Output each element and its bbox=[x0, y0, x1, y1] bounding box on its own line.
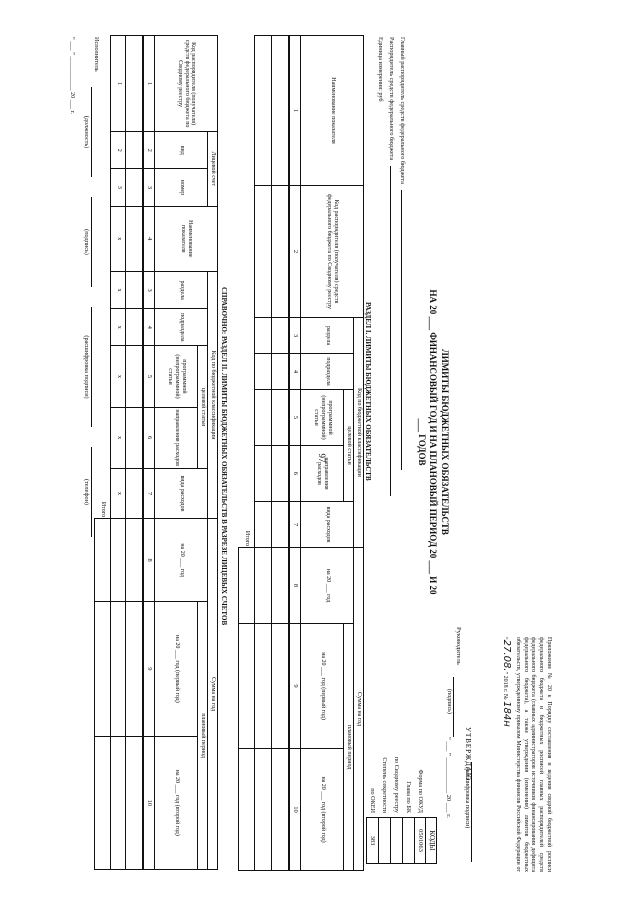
label-okud: Форма по ОКУД bbox=[417, 769, 424, 813]
code-secrecy bbox=[378, 818, 390, 863]
label-registry: по Сводному реестру bbox=[393, 756, 400, 813]
approve-date: “ ___ ” ___________ 20 ___ г. bbox=[445, 737, 452, 818]
s2-colnum: 8 bbox=[143, 519, 155, 602]
label-okei: по ОКЕИ bbox=[369, 788, 376, 813]
s1-h-direction: направления расходов bbox=[301, 446, 344, 502]
appendix-note bbox=[500, 637, 552, 872]
decoding-caption: (расшифровка подписи) bbox=[464, 767, 470, 829]
total-row bbox=[94, 36, 111, 870]
table-row: 1 2 3 х х х х х х bbox=[111, 36, 126, 870]
handwritten-number: 184н bbox=[501, 701, 513, 727]
head-label: Руководитель bbox=[455, 627, 462, 665]
label-bk: Глава по БК bbox=[405, 781, 412, 813]
s1-colnum: 1 bbox=[289, 36, 301, 186]
s1-colnum: 6 bbox=[289, 446, 301, 502]
s2-colnum: 10 bbox=[143, 736, 155, 869]
s1-colnum: 7 bbox=[289, 502, 301, 548]
appendix-text: Приложение № 20 к Порядку составления и ведения сводной бюджетной росписи федерального бюджета и бюджетных росписей главных распорядителей средств федерального бюджета (главных администраторов источников финансирования дефицита федерального бюджета), а также утверждения (изменения) лимитов бюджетных обязательств, утвержденному приказом Министерства финансов Российской Федерации от “ bbox=[502, 637, 552, 872]
unit-label: Единица измерения: руб bbox=[377, 37, 384, 102]
title-line-2: НА 20 ___ ФИНАНСОВЫЙ ГОД И НА ПЛАНОВЫЙ ПЕРИОД 20 ___ И 20 ___ ГОДОВ bbox=[416, 289, 439, 595]
s1-h-program: программной (непрограммной) статьи bbox=[301, 390, 344, 446]
section1-title: РАЗДЕЛ I. ЛИМИТЫ БЮДЖЕТНЫХ ОБЯЗАТЕЛЬСТВ bbox=[364, 302, 372, 481]
s1-h-planning: плановый период bbox=[344, 624, 354, 871]
s1-h-budget-class: Код по бюджетной классификации bbox=[354, 318, 364, 548]
s2-h-recipient: Код распорядителя (получателя) средств федерального бюджета по Сводному реестру bbox=[155, 36, 218, 132]
phone-caption: (телефон) bbox=[83, 447, 92, 537]
s2-h-number: номер bbox=[155, 169, 208, 206]
s2-colnum: 4 bbox=[143, 206, 155, 272]
s2-h-expense-type: вида расходов bbox=[155, 468, 208, 518]
handwritten-date: 27.08. bbox=[501, 639, 513, 672]
s1-h-recipient: Код распорядителя (получателя) средств федерального бюджета по Сводному реестру bbox=[301, 186, 364, 318]
approve-title: УТВЕРЖДАЮ bbox=[464, 727, 472, 782]
s2-h-direction: направления расходов bbox=[155, 407, 198, 468]
s2-h-program: программной (непрограммной) статьи bbox=[155, 346, 198, 407]
s2-h-target: целевой статьи bbox=[198, 346, 208, 468]
s1-colnum: 8 bbox=[289, 548, 301, 624]
s1-h-target: целевой статьи bbox=[344, 390, 354, 502]
s1-colnum: 5 bbox=[289, 390, 301, 446]
s1-colnum: 3 bbox=[289, 318, 301, 354]
section2-table bbox=[94, 35, 218, 870]
executor-label: Исполнитель bbox=[93, 37, 100, 72]
codes-header: КОДЫ bbox=[425, 817, 437, 864]
s2-h-year-current: на 20 ___ год bbox=[155, 519, 208, 602]
signature-caption: (подпись) bbox=[446, 689, 452, 714]
s2-colnum: 3 bbox=[143, 272, 155, 309]
s2-h-amount: Сумма на год bbox=[208, 519, 218, 870]
label-secrecy: Степень секретности bbox=[381, 757, 388, 813]
decoding-line bbox=[471, 762, 480, 862]
s2-h-year-second: на 20 ___ год (второй год) bbox=[155, 736, 198, 869]
s1-h-subsection: подраздела bbox=[301, 354, 354, 390]
table-row bbox=[272, 36, 290, 871]
rotated-form bbox=[60, 27, 580, 877]
signature-line bbox=[453, 677, 462, 737]
s1-h-indicator: Наименование показателя bbox=[301, 36, 364, 186]
s1-h-expense-type: вида расходов bbox=[301, 502, 354, 548]
codes-values bbox=[366, 817, 426, 864]
s2-h-account: Лицевой счет bbox=[208, 132, 218, 206]
s1-h-year-second: на 20 ___ год (второй год) bbox=[301, 749, 344, 871]
main-manager-label: Главный распорядитель средств федерального бюджета bbox=[397, 37, 408, 597]
s2-h-budget-class: Код по бюджетной классификации bbox=[208, 272, 218, 519]
s1-colnum: 10 bbox=[289, 749, 301, 871]
decoding-caption: (расшифровка подписи) bbox=[83, 307, 92, 427]
s1-colnum: 4 bbox=[289, 354, 301, 390]
s1-h-amount: Сумма на год bbox=[354, 548, 364, 871]
s2-colnum: 4 bbox=[143, 309, 155, 346]
s2-h-year-first: на 20 ___ год (первый год) bbox=[155, 602, 198, 736]
s2-colnum: 5 bbox=[143, 346, 155, 407]
signature-caption: (подпись) bbox=[83, 197, 92, 287]
code-okei: 383 bbox=[366, 818, 378, 863]
s2-h-subsection: подраздела bbox=[155, 309, 208, 346]
table-row bbox=[255, 36, 272, 871]
s2-colnum: 2 bbox=[143, 132, 155, 169]
code-okud: 0501063 bbox=[414, 818, 426, 863]
s2-total-label: Итого bbox=[94, 36, 111, 519]
s1-h-section: раздела bbox=[301, 318, 354, 354]
code-bk bbox=[402, 818, 414, 863]
document-title bbox=[415, 282, 450, 602]
s1-total-label: Итого bbox=[238, 36, 255, 548]
s2-h-planning: плановый период bbox=[198, 602, 208, 870]
table-row bbox=[126, 36, 144, 870]
code-registry bbox=[390, 818, 402, 863]
s2-colnum: 9 bbox=[143, 602, 155, 736]
section2-title: СПРАВОЧНО: РАЗДЕЛ II. ЛИМИТЫ БЮДЖЕТНЫХ ОБЯЗАТЕЛЬСТВ В РАЗРЕЗЕ ЛИЦЕВЫХ СЧЕТОВ bbox=[220, 287, 228, 626]
s2-colnum: 3 bbox=[143, 169, 155, 206]
s1-h-year-current: на 20 ___ год bbox=[301, 548, 354, 624]
s1-h-year-first: на 20 ___ год (первый год) bbox=[301, 624, 344, 749]
appendix-year: ” 2018 г. № bbox=[502, 671, 509, 700]
s1-colnum: 9 bbox=[289, 624, 301, 749]
section1-table bbox=[238, 35, 364, 871]
s2-h-section: раздела bbox=[155, 272, 208, 309]
page-number: 97 bbox=[317, 453, 327, 463]
meta-block bbox=[375, 37, 408, 597]
codes-labels bbox=[366, 677, 426, 813]
s2-h-indicator: Наименование показателя bbox=[155, 206, 218, 272]
s2-colnum: 1 bbox=[143, 36, 155, 132]
total-row bbox=[238, 36, 255, 871]
s2-colnum: 7 bbox=[143, 468, 155, 518]
s1-colnum: 2 bbox=[289, 186, 301, 318]
position-caption: (должность) bbox=[83, 87, 92, 177]
s2-colnum: 6 bbox=[143, 407, 155, 468]
title-line-1: ЛИМИТЫ БЮДЖЕТНЫХ ОБЯЗАТЕЛЬСТВ bbox=[440, 349, 450, 535]
s2-h-type: вид bbox=[155, 132, 208, 169]
footer-date: “ ___ ” ___________ 20 ___ г. bbox=[69, 37, 76, 114]
manager-label: Распорядитель средств федерального бюджета bbox=[386, 37, 397, 597]
